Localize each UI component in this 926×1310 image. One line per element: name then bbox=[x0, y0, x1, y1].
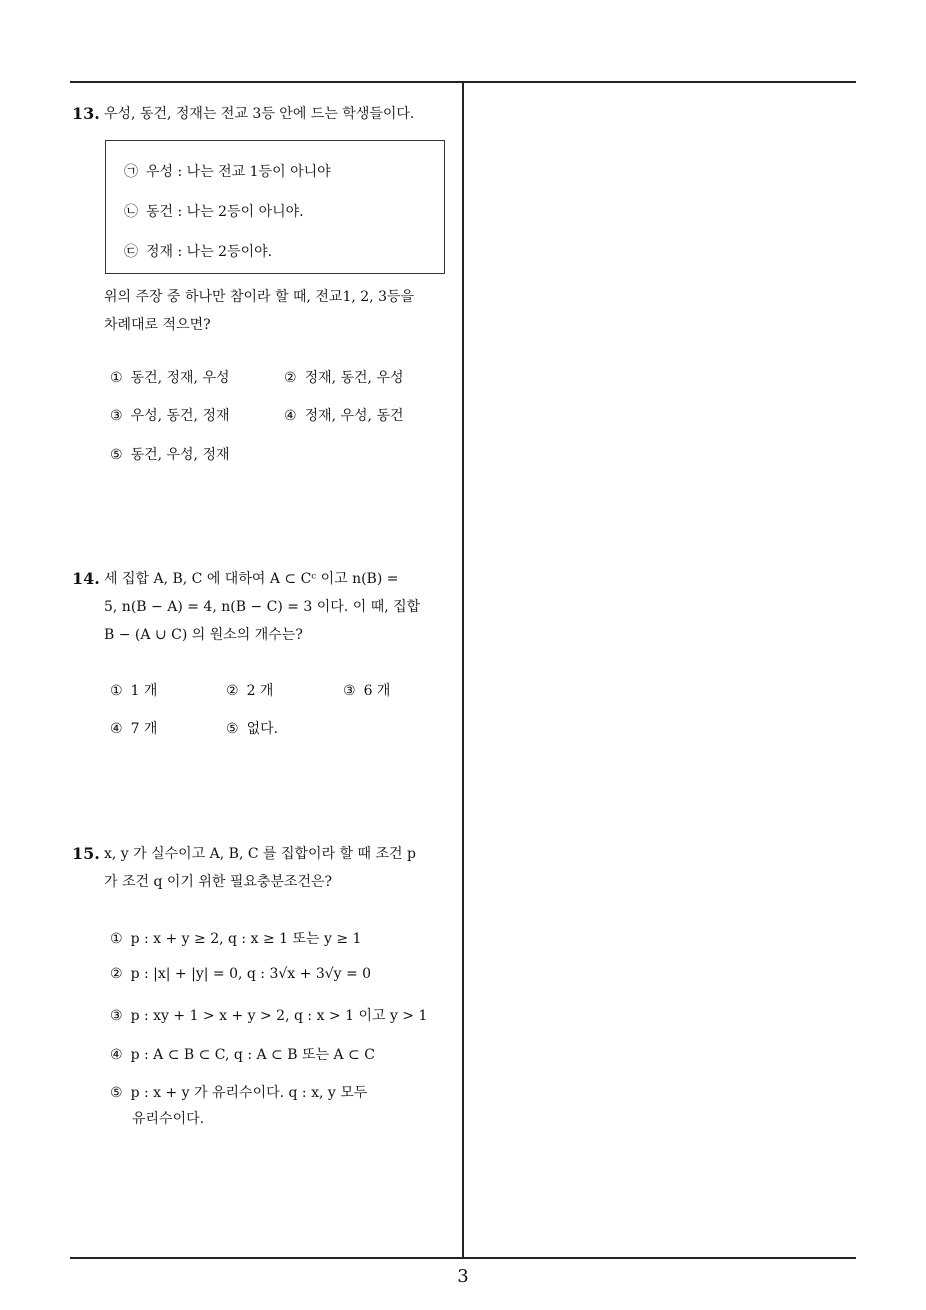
question-13 bbox=[72, 100, 457, 128]
choice-3[interactable]: ③ 6 개 bbox=[343, 683, 391, 699]
choice-5-continued: 유리수이다. bbox=[132, 1111, 205, 1127]
question-text-line1: 세 집합 A, B, C 에 대하여 A ⊂ Cᶜ 이고 n(B) = bbox=[104, 571, 399, 587]
choice-4[interactable]: ④ 정재, 우성, 동건 bbox=[284, 408, 404, 424]
choice-1[interactable]: ① p : x + y ≥ 2, q : x ≥ 1 또는 y ≥ 1 bbox=[110, 931, 362, 947]
question-13-prompt: 위의 주장 중 하나만 참이라 할 때, 전교1, 2, 3등을 차례대로 적으면? bbox=[104, 289, 415, 333]
choice-5[interactable]: ⑤ 없다. bbox=[226, 721, 279, 737]
statement-box bbox=[105, 140, 445, 274]
choice-4[interactable]: ④ p : A ⊂ B ⊂ C, q : A ⊂ B 또는 A ⊂ C bbox=[110, 1047, 375, 1063]
statement-3: ㉢ 정재 : 나는 2등이야. bbox=[124, 244, 273, 260]
page-number: 3 bbox=[457, 1266, 469, 1287]
question-text-line1: x, y 가 실수이고 A, B, C 를 집합이라 할 때 조건 p bbox=[104, 846, 416, 862]
choice-1[interactable]: ① 동건, 정재, 우성 bbox=[110, 370, 230, 386]
question-number: 14. bbox=[72, 569, 100, 588]
question-text-line3: B − (A ∪ C) 의 원소의 개수는? bbox=[104, 627, 303, 643]
choice-5[interactable]: ⑤ 동건, 우성, 정재 bbox=[110, 447, 230, 463]
question-14 bbox=[72, 565, 457, 649]
column-divider bbox=[462, 82, 464, 1258]
question-text-line2: 5, n(B − A) = 4, n(B − C) = 3 이다. 이 때, 집합 bbox=[104, 599, 421, 615]
question-text-line2: 가 조건 q 이기 위한 필요충분조건은? bbox=[104, 874, 333, 890]
choice-2[interactable]: ② p : |x| + |y| = 0, q : 3√x + 3√y = 0 bbox=[110, 966, 372, 982]
choice-2[interactable]: ② 2 개 bbox=[226, 683, 274, 699]
statement-2: ㉡ 동건 : 나는 2등이 아니야. bbox=[124, 204, 304, 220]
question-15 bbox=[72, 840, 457, 896]
choice-3[interactable]: ③ p : xy + 1 > x + y > 2, q : x > 1 이고 y > 1 bbox=[110, 1008, 428, 1024]
question-number: 13. bbox=[72, 104, 100, 123]
choice-4[interactable]: ④ 7 개 bbox=[110, 721, 158, 737]
statement-1: ㉠ 우성 : 나는 전교 1등이 아니야 bbox=[124, 164, 331, 180]
question-number: 15. bbox=[72, 844, 100, 863]
bottom-rule bbox=[70, 1257, 856, 1259]
choice-3[interactable]: ③ 우성, 동건, 정재 bbox=[110, 408, 230, 424]
choice-1[interactable]: ① 1 개 bbox=[110, 683, 158, 699]
choice-5[interactable]: ⑤ p : x + y 가 유리수이다. q : x, y 모두 bbox=[110, 1085, 368, 1101]
question-text: 우성, 동건, 정재는 전교 3등 안에 드는 학생들이다. bbox=[104, 106, 415, 122]
choice-2[interactable]: ② 정재, 동건, 우성 bbox=[284, 370, 404, 386]
